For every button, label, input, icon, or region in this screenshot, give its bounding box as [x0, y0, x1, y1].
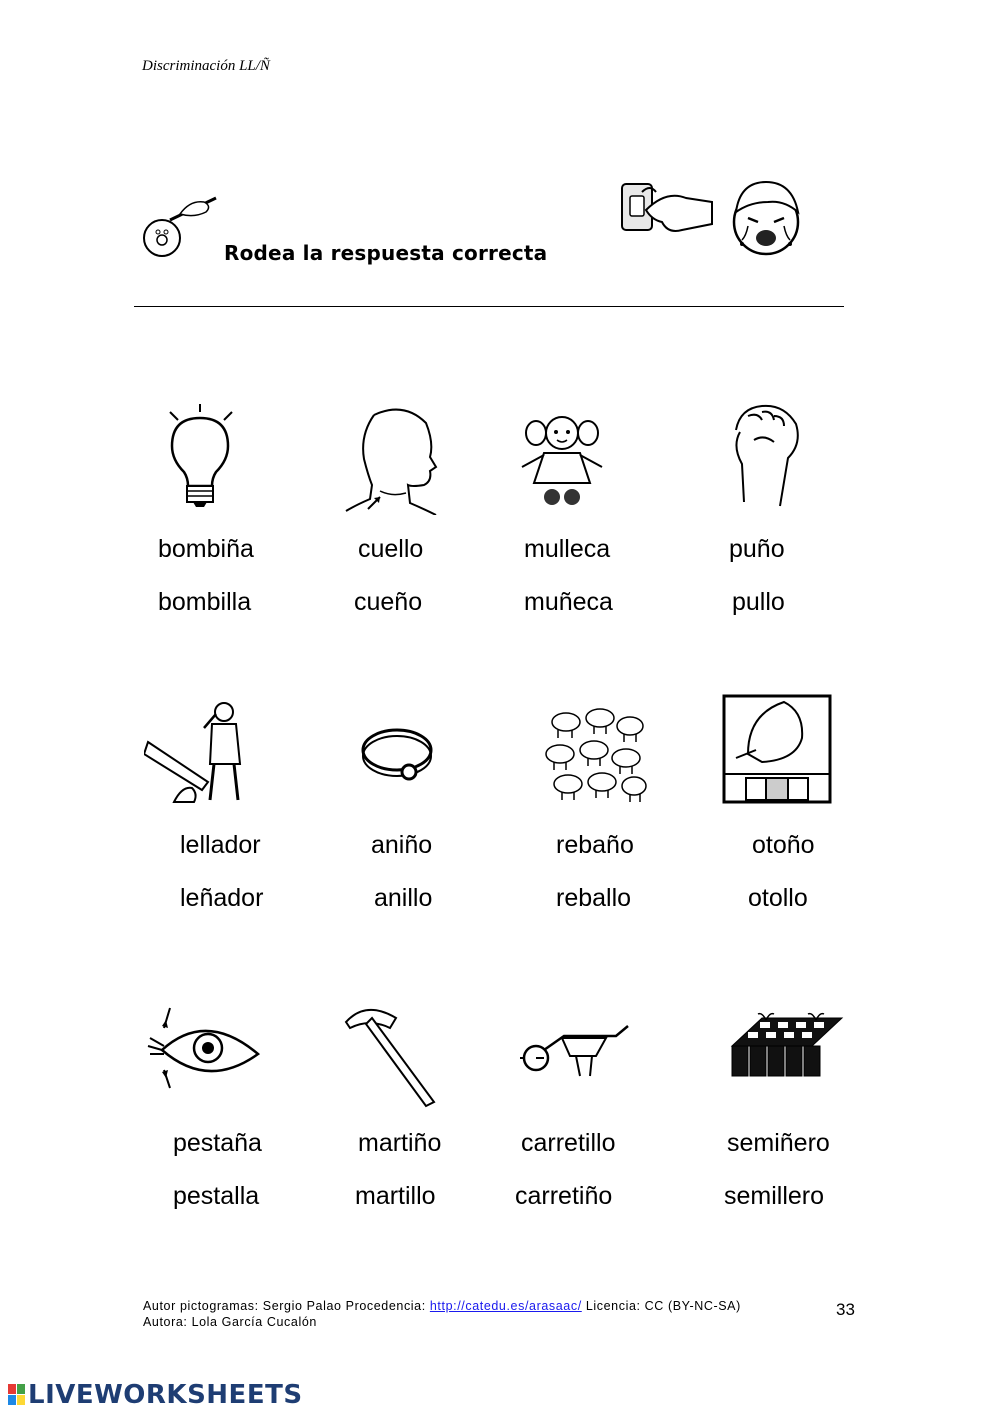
woodcutter-icon: [144, 698, 256, 806]
option-otono[interactable]: otoño: [752, 831, 815, 859]
lightbulb-icon: [160, 400, 240, 510]
option-lellador[interactable]: lellador: [180, 831, 261, 859]
footer-credit: [143, 1299, 741, 1313]
option-rebano[interactable]: rebaño: [556, 831, 634, 859]
option-cueno[interactable]: cueño: [354, 588, 423, 616]
liveworksheets-logo-icon: [8, 1384, 26, 1406]
option-pestalla[interactable]: pestalla: [173, 1182, 260, 1210]
instruction-text: Rodea la respuesta correcta: [224, 241, 548, 265]
pinch-hand-icon: [618, 170, 713, 248]
header-divider: [134, 306, 844, 307]
neck-icon: [344, 405, 440, 515]
option-anino[interactable]: aniño: [371, 831, 433, 859]
option-seminero[interactable]: semiñero: [727, 1129, 830, 1157]
fist-icon: [718, 400, 804, 510]
option-semillero[interactable]: semillero: [724, 1182, 825, 1210]
sheep-flock-icon: [538, 700, 648, 806]
brand-logo[interactable]: [8, 1380, 303, 1410]
option-pestana[interactable]: pestaña: [173, 1129, 262, 1157]
hammer-icon: [342, 1000, 442, 1108]
credit-prefix: Autor pictogramas: Sergio Palao Procedencia:: [143, 1299, 426, 1313]
pencil-circle-icon: [140, 190, 222, 262]
crying-child-icon: [722, 174, 812, 266]
header-title: Discriminación LL/Ñ: [142, 58, 270, 74]
footer-author: Autora: Lola García Cucalón: [143, 1315, 317, 1329]
arasaac-link[interactable]: http://catedu.es/arasaac/: [429, 1299, 582, 1313]
autumn-leaf-icon: [722, 694, 834, 806]
option-mulleca[interactable]: mulleca: [524, 535, 611, 563]
option-anillo[interactable]: anillo: [374, 884, 433, 912]
wheelbarrow-icon: [516, 1016, 634, 1082]
brand-name: LIVEWORKSHEETS: [28, 1380, 303, 1410]
option-muneca[interactable]: muñeca: [524, 588, 613, 616]
option-bombina[interactable]: bombiña: [158, 535, 254, 563]
option-pullo[interactable]: pullo: [732, 588, 785, 616]
option-bombilla[interactable]: bombilla: [158, 588, 252, 616]
eyelash-icon: [144, 1004, 262, 1094]
option-carretillo[interactable]: carretillo: [521, 1129, 616, 1157]
option-cuello[interactable]: cuello: [358, 535, 424, 563]
seedbed-icon: [726, 1006, 848, 1086]
option-martino[interactable]: martiño: [358, 1129, 442, 1157]
option-lenador[interactable]: leñador: [180, 884, 264, 912]
option-martillo[interactable]: martillo: [355, 1182, 436, 1210]
license-text: Licencia: CC (BY-NC-SA): [585, 1299, 741, 1313]
doll-icon: [514, 405, 610, 515]
option-carretino[interactable]: carretiño: [515, 1182, 613, 1210]
page-number: 33: [836, 1300, 855, 1319]
option-otollo[interactable]: otollo: [748, 884, 808, 912]
option-reballo[interactable]: reballo: [556, 884, 632, 912]
option-puno[interactable]: puño: [729, 535, 785, 563]
ring-icon: [357, 722, 437, 784]
